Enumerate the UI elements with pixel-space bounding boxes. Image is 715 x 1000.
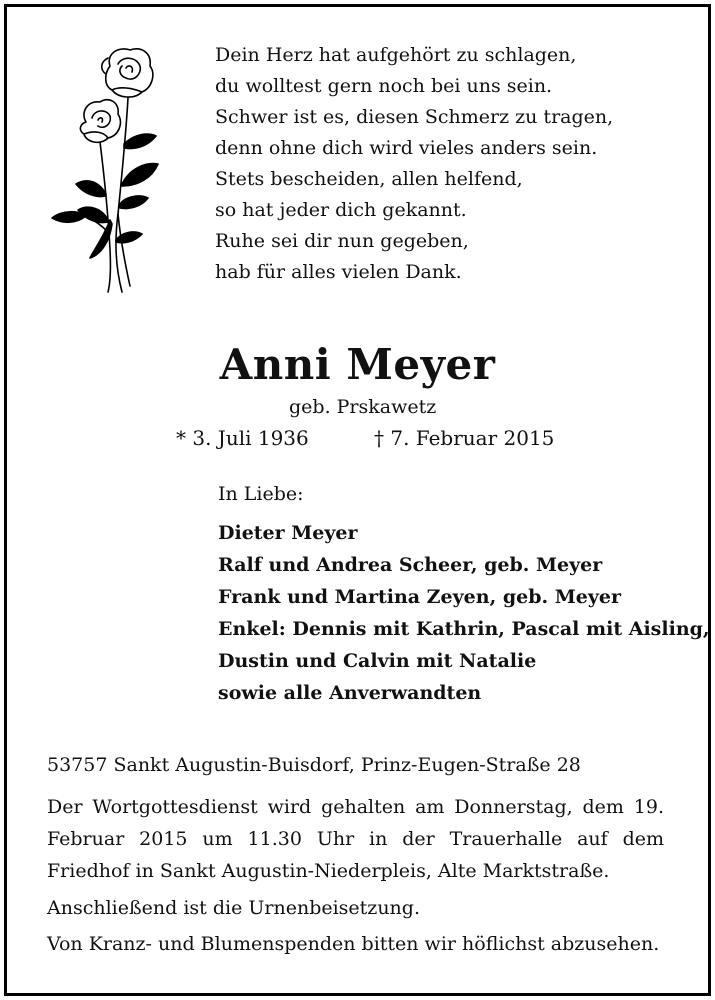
poem-line: so hat jeder dich gekannt. (215, 199, 467, 221)
mourner-line: Dustin und Calvin mit Natalie (218, 650, 537, 672)
address: 53757 Sankt Augustin-Buisdorf, Prinz-Eugen-Straße 28 (47, 754, 581, 776)
mourner-line: Enkel: Dennis mit Kathrin, Pascal mit Aisling, (218, 618, 710, 640)
poem-line: Dein Herz hat aufgehört zu schlagen, (215, 44, 577, 66)
death-date: † 7. Februar 2015 (374, 426, 555, 450)
poem-line: Ruhe sei dir nun gegeben, (215, 230, 469, 252)
mourner-line: sowie alle Anverwandten (218, 682, 482, 704)
mourners-list (218, 517, 710, 709)
mourners-intro: In Liebe: (218, 483, 304, 505)
born-name: geb. Prskawetz (289, 396, 437, 418)
rose-icon (48, 44, 168, 294)
deceased-name: Anni Meyer (219, 340, 496, 389)
poem-line: hab für alles vielen Dank. (215, 261, 462, 283)
poem-line: denn ohne dich wird vieles anders sein. (215, 137, 598, 159)
mourner-line: Ralf und Andrea Scheer, geb. Meyer (218, 554, 603, 576)
poem-line: du wolltest gern noch bei uns sein. (215, 75, 553, 97)
birth-date: * 3. Juli 1936 (176, 426, 309, 450)
poem (215, 40, 613, 288)
burial-notice: Anschließend ist die Urnenbeisetzung. (47, 897, 420, 919)
mourner-line: Frank und Martina Zeyen, geb. Meyer (218, 586, 621, 608)
poem-line: Schwer ist es, diesen Schmerz zu tragen, (215, 106, 614, 128)
flowers-notice: Von Kranz- und Blumenspenden bitten wir höflichst abzusehen. (47, 933, 660, 955)
poem-line: Stets bescheiden, allen helfend, (215, 168, 523, 190)
mourner-line: Dieter Meyer (218, 522, 358, 544)
service-notice: Der Wortgottesdienst wird gehalten am Donnerstag, dem 19. Februar 2015 um 11.30 Uhr in der Trauerhalle auf dem Friedhof in Sankt Augustin-Niederpleis, Alte Marktstraße. (47, 796, 664, 882)
